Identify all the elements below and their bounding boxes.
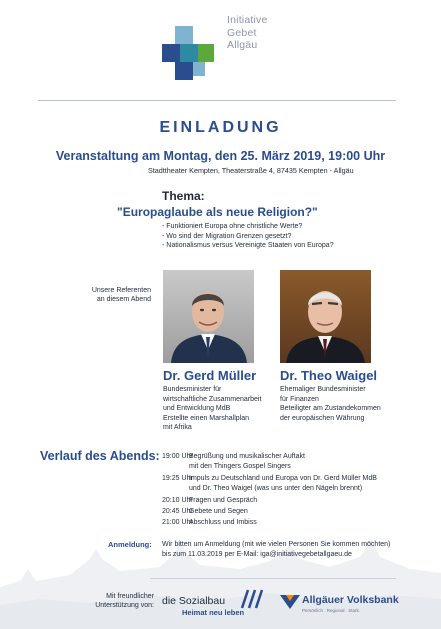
schedule-time: 19:00 Uhr: [162, 453, 193, 460]
registration-line: Wir bitten um Anmeldung (mit wie vielen Personen Sie kommen möchten): [162, 541, 391, 548]
logo-cross-icon: [162, 26, 214, 82]
schedule-text: Abschluss und Imbiss: [189, 519, 257, 526]
bottom-divider: [150, 578, 396, 579]
speaker-desc-line: wirtschaftliche Zusammenarbeit: [163, 395, 262, 403]
speaker-description: [163, 385, 261, 433]
topic-label: Thema:: [162, 189, 205, 203]
topic-points: [162, 222, 334, 251]
speaker-desc-line: und Entwicklung MdB: [163, 405, 231, 412]
speaker-desc-line: Beteiligter am Zustandekommen: [280, 405, 381, 412]
topic-point: - Funktioniert Europa ohne christliche Werte?: [162, 223, 303, 230]
registration-line: bis zum 11.03.2019 per E-Mail: iga@initiativegebetallgaeu.de: [162, 550, 352, 558]
schedule-item: [162, 496, 257, 506]
support-label: [70, 592, 154, 610]
sozialbau-wave-icon: [240, 588, 266, 610]
logo-line-3: Allgäu: [227, 39, 258, 51]
sponsor-sozialbau-logo: [162, 586, 268, 620]
support-label-line: Mit freundlicher: [106, 593, 154, 600]
schedule-time: 20:45 Uhr: [162, 508, 193, 515]
sponsor-tagline: Heimat neu leben: [182, 608, 245, 617]
sponsor-name: Allgäuer Volksbank: [302, 594, 399, 606]
schedule-text: Begrüßung und musikalischer Auftakt: [189, 453, 305, 460]
schedule-text-cont: mit den Thingers Gospel Singers: [189, 462, 291, 470]
sponsor-volksbank-logo: [280, 594, 430, 620]
schedule-title: Verlauf des Abends:: [40, 449, 160, 463]
logo-text: [227, 14, 268, 52]
sponsor-name: die Sozialbau: [162, 595, 226, 607]
topic-point: - Nationalismus versus Vereinigte Staaten von Europa?: [162, 242, 334, 249]
schedule-text-cont: und Dr. Theo Waigel (was uns unter den Nägeln brennt): [189, 484, 363, 492]
speaker-portrait-waigel: [280, 270, 371, 363]
page-title: EINLADUNG: [159, 119, 282, 136]
event-title: Veranstaltung am Montag, den 25. März 2019, 19:00 Uhr: [55, 149, 386, 163]
schedule-time: 19:25 Uhr: [162, 475, 193, 482]
speaker-desc-line: der europäischen Währung: [280, 414, 365, 422]
schedule-text: Gebete und Segen: [189, 508, 248, 515]
logo-line-1: Initiative: [227, 14, 268, 26]
topic-title: "Europaglaube als neue Religion?": [117, 205, 318, 219]
schedule-time: 21:00 Uhr: [162, 519, 193, 526]
speaker-name: Dr. Theo Waigel: [280, 368, 378, 383]
sponsor-tagline: Persönlich . Regional . Stark.: [302, 608, 361, 613]
volksbank-icon: [280, 595, 300, 609]
schedule-text: Impuls zu Deutschland und Europa von Dr. Gerd Müller MdB: [189, 475, 377, 482]
speaker-desc-line: Ehemaliger Bundesminister: [280, 386, 366, 393]
registration-label: Anmeldung:: [108, 540, 152, 549]
speaker-desc-line: Bundesminister für: [163, 386, 222, 393]
speaker-desc-line: Erstellte einen Marshallplan: [163, 414, 249, 422]
speaker-desc-line: für Finanzen: [280, 395, 319, 403]
schedule-text: Fragen und Gespräch: [189, 497, 258, 504]
schedule-item: [162, 474, 377, 493]
referents-label-line: Unsere Referenten: [91, 287, 151, 294]
schedule-time: 20:10 Uhr: [162, 497, 193, 504]
logo-line-2: Gebet: [227, 26, 257, 39]
registration-text: [162, 540, 390, 559]
referents-label-line: an diesem Abend: [96, 296, 151, 303]
speaker-description: [280, 385, 381, 423]
referents-label: [60, 286, 151, 304]
top-divider: [38, 100, 396, 101]
schedule-item: [162, 452, 305, 471]
speaker-portrait-mueller: [163, 270, 254, 363]
topic-point: - Wo sind der Migration Grenzen gesetzt?: [162, 232, 292, 240]
event-location: Stadttheater Kempten, Theaterstraße 4, 87435 Kempten - Allgäu: [148, 166, 354, 175]
logo: [162, 14, 268, 82]
speaker-name: Dr. Gerd Müller: [163, 368, 257, 383]
speaker-desc-line: mit Afrika: [163, 424, 192, 431]
support-label-line: Unterstützung von:: [95, 602, 154, 609]
